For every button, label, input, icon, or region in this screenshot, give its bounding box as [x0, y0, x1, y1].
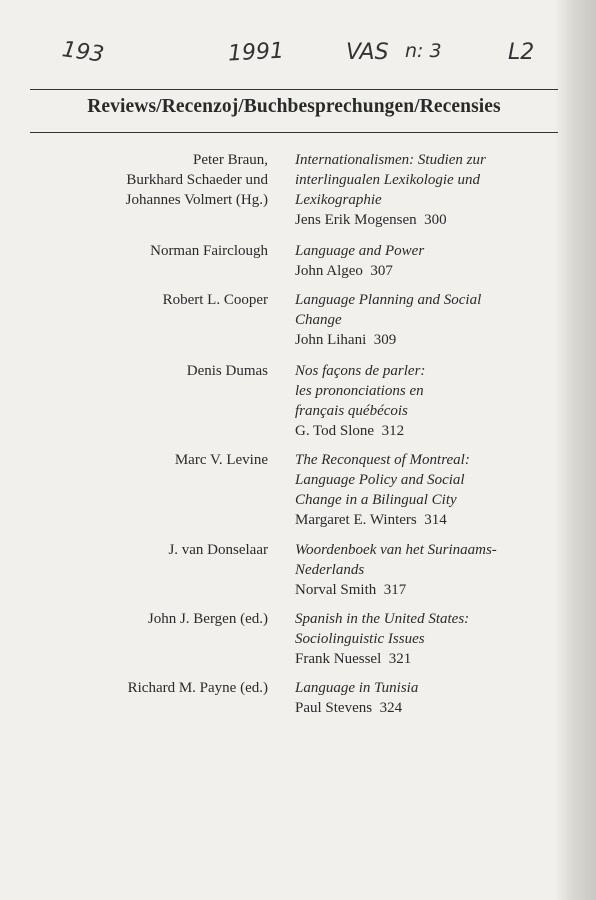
book-title: [295, 540, 555, 580]
title-line: Lexikographie: [295, 192, 382, 208]
heading-top-rule: [30, 89, 558, 90]
page-number: 312: [381, 423, 405, 439]
review-details: [295, 609, 555, 669]
review-details: [295, 450, 555, 530]
review-details: [295, 540, 555, 600]
reviewer-and-page: [295, 421, 555, 441]
review-details: [295, 241, 555, 281]
title-line: Change: [295, 312, 342, 328]
review-entry: [0, 290, 596, 350]
reviewer-and-page: [295, 510, 555, 530]
handwritten-note: 1991: [227, 38, 285, 67]
title-line: Language Policy and Social: [295, 472, 465, 488]
author-line: John J. Bergen (ed.): [147, 611, 268, 627]
page-number: 307: [370, 263, 393, 279]
book-title: [295, 150, 555, 210]
author-line: J. van Donselaar: [168, 542, 268, 558]
title-line: Language and Power: [295, 243, 425, 259]
author-line: Peter Braun,: [193, 152, 268, 168]
author-line: Richard M. Payne (ed.): [127, 680, 268, 696]
book-title: [295, 361, 555, 421]
handwritten-note: VAS: [346, 40, 389, 65]
title-line: Sociolinguistic Issues: [295, 631, 425, 647]
title-line: Language Planning and Social: [295, 292, 482, 308]
reviewer-name: Norval Smith: [295, 582, 377, 598]
reviewer-name: John Algeo: [295, 263, 363, 279]
review-list: [0, 150, 596, 718]
reviewer-and-page: [295, 649, 555, 669]
page-number: 324: [379, 700, 403, 716]
handwritten-note: 193: [60, 37, 106, 68]
reviewer-and-page: [295, 210, 555, 230]
reviewer-name: G. Tod Slone: [295, 423, 375, 439]
author-line: Denis Dumas: [186, 363, 268, 379]
reviewer-and-page: [295, 330, 555, 350]
book-author: [0, 290, 268, 350]
book-author: [0, 450, 268, 530]
page-number: 309: [373, 332, 397, 348]
title-line: Woordenboek van het Surinaams-: [295, 542, 497, 558]
book-author: [0, 609, 268, 669]
review-entry: [0, 540, 596, 600]
review-entry: [0, 241, 596, 281]
title-line: Nederlands: [295, 562, 365, 578]
reviewer-name: Jens Erik Mogensen: [295, 212, 417, 228]
author-line: Norman Fairclough: [150, 243, 268, 259]
book-author: [0, 150, 268, 230]
reviewer-name: John Lihani: [295, 332, 367, 348]
review-entry: [0, 609, 596, 669]
review-entry: [0, 450, 596, 530]
reviewer-and-page: [295, 698, 555, 718]
reviewer-and-page: [295, 580, 555, 600]
book-author: [0, 678, 268, 718]
title-line: The Reconquest of Montreal:: [295, 452, 470, 468]
handwritten-annotations: [0, 37, 596, 80]
book-title: [295, 450, 555, 510]
page-number: 317: [383, 582, 407, 598]
review-entry: [0, 150, 596, 230]
review-entry: [0, 678, 596, 718]
title-line: Change in a Bilingual City: [295, 492, 457, 508]
book-title: [295, 678, 555, 698]
reviewer-name: Frank Nuessel: [295, 651, 382, 667]
author-line: Robert L. Cooper: [162, 292, 268, 308]
title-line: Spanish in the United States:: [295, 611, 470, 627]
title-line: interlingualen Lexikologie und: [295, 172, 480, 188]
review-details: [295, 361, 555, 441]
heading-bottom-rule: [30, 132, 558, 133]
review-details: [295, 290, 555, 350]
page-number: 314: [424, 512, 447, 528]
reviewer-name: Margaret E. Winters: [295, 512, 417, 528]
title-line: Internationalismen: Studien zur: [295, 152, 486, 168]
author-line: Johannes Volmert (Hg.): [125, 192, 268, 208]
book-author: [0, 361, 268, 441]
review-details: [295, 150, 555, 230]
review-details: [295, 678, 555, 718]
book-author: [0, 241, 268, 281]
title-line: les prononciations en: [295, 383, 424, 399]
reviewer-name: Paul Stevens: [295, 700, 373, 716]
reviewer-and-page: [295, 261, 555, 281]
author-line: Burkhard Schaeder und: [126, 172, 268, 188]
section-heading: Reviews/Recenzoj/Buchbesprechungen/Recensies: [87, 96, 501, 117]
handwritten-note: n: 3: [405, 40, 442, 62]
handwritten-note: L2: [508, 40, 535, 65]
review-entry: [0, 361, 596, 441]
book-author: [0, 540, 268, 600]
page-number: 321: [388, 651, 412, 667]
book-title: [295, 241, 555, 261]
title-line: français québécois: [295, 403, 408, 419]
author-line: Marc V. Levine: [174, 452, 268, 468]
book-title: [295, 290, 555, 330]
title-line: Nos façons de parler:: [295, 363, 426, 379]
book-title: [295, 609, 555, 649]
page-number: 300: [424, 212, 447, 228]
title-line: Language in Tunisia: [295, 680, 419, 696]
